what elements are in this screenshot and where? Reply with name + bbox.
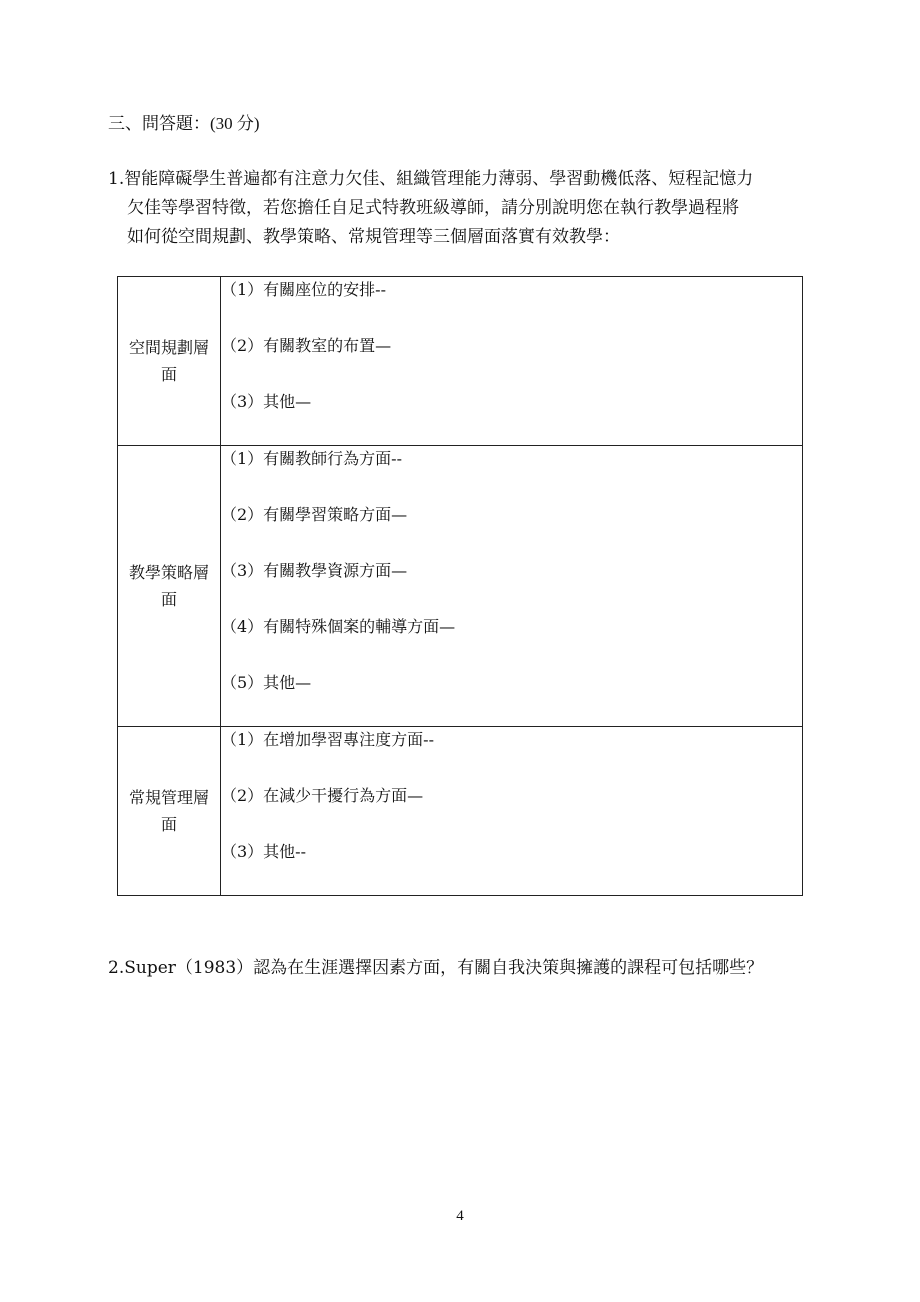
category-cell — [118, 277, 221, 446]
table-item: （2）在減少干擾行為方面— — [221, 786, 424, 805]
table-item: （2）有關教室的布置— — [221, 336, 392, 355]
category-label: 空間規劃層面 — [129, 338, 210, 384]
table-row-spatial-planning — [118, 277, 803, 446]
category-cell — [118, 446, 221, 727]
table-item: （1）在增加學習專注度方面-- — [221, 730, 434, 749]
question-1-line-3: 如何從空間規劃、教學策略、常規管理等三個層面落實有效教學： — [127, 227, 620, 247]
category-label: 教學策略層面 — [129, 563, 210, 609]
table-row-routine-management — [118, 727, 803, 896]
section-title-prefix: 三、問答題： — [108, 114, 210, 134]
items-cell — [221, 727, 803, 896]
table-item: （5）其他— — [221, 673, 312, 692]
question-1 — [108, 165, 828, 252]
table-item: （3）其他-- — [221, 842, 306, 861]
question-1-line-2: 欠佳等學習特徵，若您擔任自足式特教班級導師，請分別說明您在執行教學過程將 — [127, 198, 739, 218]
question-2: 2.Super（1983）認為在生涯選擇因素方面，有關自我決策與擁護的課程可包括哪些？ — [108, 958, 764, 978]
answer-table — [117, 276, 803, 896]
table-item: （1）有關教師行為方面-- — [221, 449, 402, 468]
table-row-teaching-strategy — [118, 446, 803, 727]
question-1-line-1: 1.智能障礙學生普遍都有注意力欠佳、組織管理能力薄弱、學習動機低落、短程記憶力 — [108, 169, 754, 189]
page-number: 4 — [456, 1208, 464, 1224]
section-points: (30 分) — [210, 114, 260, 133]
category-label: 常規管理層面 — [129, 788, 210, 834]
table-item: （4）有關特殊個案的輔導方面— — [221, 617, 456, 636]
table-item: （1）有關座位的安排-- — [221, 280, 386, 299]
section-title — [108, 112, 260, 136]
category-cell — [118, 727, 221, 896]
table-item: （3）其他— — [221, 392, 312, 411]
table-item: （3）有關教學資源方面— — [221, 561, 408, 580]
table-item: （2）有關學習策略方面— — [221, 505, 408, 524]
items-cell — [221, 446, 803, 727]
items-cell — [221, 277, 803, 446]
